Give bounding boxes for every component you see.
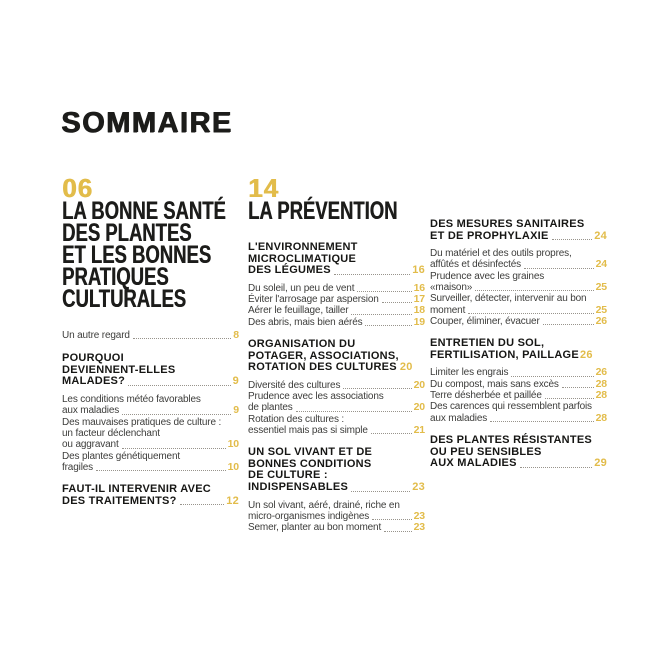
page-title: SOMMAIRE — [61, 107, 233, 139]
toc-entry — [430, 401, 607, 424]
section-items — [248, 283, 425, 328]
dot-leader — [365, 325, 411, 326]
entry-text: Des plantes génétiquement — [62, 450, 180, 462]
page-number: 28 — [595, 389, 607, 402]
heading-line: OU PEU SENSIBLES — [430, 445, 542, 458]
toc-entry — [248, 414, 425, 437]
dot-leader — [562, 387, 594, 388]
entry-text: Semer, planter au bon moment — [248, 522, 382, 534]
toc-entry — [62, 451, 239, 474]
toc-section — [430, 338, 607, 424]
page-number: 28 — [595, 377, 607, 390]
heading-line: ENTRETIEN DU SOL, — [430, 337, 545, 350]
page-number: 20 — [413, 378, 425, 391]
entry-text: Prudence avec les graines — [430, 270, 545, 282]
entry-text: essentiel mais pas si simple — [248, 424, 368, 436]
toc-entry — [430, 379, 607, 390]
heading-line: MICROCLIMATIQUE — [248, 252, 357, 265]
toc-entry — [62, 394, 239, 417]
heading-line: AUX MALADIES — [430, 457, 517, 470]
chapter-number: 06 — [62, 173, 93, 203]
dot-leader — [343, 388, 411, 389]
toc-section — [62, 484, 239, 507]
entry-text: aux maladies — [430, 412, 488, 424]
page-number: 29 — [594, 457, 607, 470]
section-items — [430, 248, 607, 327]
page-number: 26 — [595, 366, 607, 379]
page-number: 20 — [399, 361, 413, 374]
toc-entry — [430, 293, 607, 316]
chapter-title-line: DES PLANTES — [62, 219, 192, 247]
entry-text: Des mauvaises pratiques de culture : — [62, 416, 222, 428]
dot-leader — [545, 398, 594, 399]
entry-text: Limiter les engrais — [430, 367, 509, 379]
page-number: 9 — [233, 404, 239, 417]
heading-line: DEVIENNENT-ELLES — [62, 363, 176, 376]
entry-text: Éviter l'arrosage par aspersion — [248, 294, 379, 306]
section-items — [248, 380, 425, 436]
page-number: 21 — [413, 423, 425, 436]
toc-section — [430, 219, 607, 327]
dot-leader — [371, 433, 412, 434]
toc-entry — [248, 380, 425, 391]
chapter-title-line: ET LES BONNES — [62, 241, 212, 269]
entry-text: Aérer le feuillage, tailler — [248, 305, 349, 317]
toc-entry — [248, 294, 425, 305]
dot-leader — [511, 376, 593, 377]
toc-entry — [62, 417, 239, 451]
heading-line: POTAGER, ASSOCIATIONS, — [248, 349, 399, 362]
page-number: 25 — [595, 281, 607, 294]
toc-section — [62, 353, 239, 473]
entry-text: de plantes — [248, 402, 293, 414]
heading-line: ORGANISATION DU — [248, 337, 356, 350]
heading-line: DES PLANTES RÉSISTANTES — [430, 433, 593, 446]
toc-section — [248, 447, 425, 533]
heading-line: DE CULTURE : — [248, 469, 328, 482]
page-number: 25 — [595, 303, 607, 316]
dot-leader — [475, 290, 593, 291]
toc-entry — [430, 316, 607, 327]
dot-leader — [180, 504, 225, 505]
chapter-title-line: LA PRÉVENTION — [248, 197, 398, 225]
toc-entry — [62, 330, 239, 341]
page-number: 26 — [579, 348, 593, 361]
entry-text: micro-organismes indigènes — [248, 510, 370, 522]
toc-entry — [248, 283, 425, 294]
entry-text: Du compost, mais sans excès — [430, 378, 559, 390]
dot-leader — [334, 274, 410, 275]
toc-entry — [248, 391, 425, 414]
entry-text: ou aggravant — [62, 439, 119, 451]
dot-leader — [357, 291, 411, 292]
entry-text: Un autre regard — [62, 330, 130, 341]
chapter-title — [248, 197, 426, 225]
heading-line: MALADES? — [62, 375, 126, 388]
page-number: 8 — [233, 329, 239, 341]
page-number: 10 — [227, 460, 239, 473]
entry-text: moment — [430, 304, 466, 316]
page-number: 9 — [232, 375, 239, 388]
section-items — [248, 500, 425, 534]
dot-leader — [351, 314, 411, 315]
dot-leader — [96, 470, 226, 471]
page-number: 20 — [413, 401, 425, 414]
chapter-title — [62, 197, 240, 313]
entry-text: Des abris, mais bien aérés — [248, 316, 363, 328]
heading-line: FERTILISATION, PAILLAGE — [430, 348, 579, 361]
entry-text: Prudence avec les associations — [248, 391, 384, 403]
dot-leader — [133, 338, 232, 339]
dot-leader — [543, 324, 594, 325]
toc-section — [248, 242, 425, 328]
entry-text: Rotation des cultures : — [248, 413, 345, 425]
section-heading — [62, 353, 239, 388]
entry-text: Les conditions météo favorables — [62, 394, 201, 406]
entry-text: Surveiller, détecter, intervenir au bon — [430, 293, 587, 305]
toc-column-1 — [62, 173, 239, 507]
toc-entry — [248, 522, 425, 533]
entry-text: Du matériel et des outils propres, — [430, 248, 572, 260]
dot-leader — [524, 268, 594, 269]
entry-text: «maison» — [430, 282, 473, 294]
toc-entry — [430, 271, 607, 294]
heading-line: L'ENVIRONNEMENT — [248, 241, 358, 253]
chapter-number: 14 — [248, 173, 279, 203]
heading-line: ROTATION DES CULTURES — [248, 361, 397, 374]
dot-leader — [122, 448, 226, 449]
entry-text: Diversité des cultures — [248, 379, 341, 391]
page-number: 10 — [227, 438, 239, 451]
entry-text: aux maladies — [62, 405, 120, 417]
section-heading — [248, 339, 425, 374]
section-heading — [430, 338, 607, 361]
chapter-title-line: LA BONNE SANTÉ — [62, 197, 226, 225]
dot-leader — [372, 519, 411, 520]
dot-leader — [520, 467, 593, 468]
page-number: 26 — [595, 314, 607, 327]
chapter-title-line: PRATIQUES — [62, 263, 169, 291]
toc-entry — [430, 390, 607, 401]
section-items — [430, 367, 607, 423]
heading-line: DES MESURES SANITAIRES — [430, 218, 585, 230]
page-number: 12 — [226, 494, 239, 507]
page-number: 23 — [413, 509, 425, 522]
section-heading — [430, 435, 607, 470]
page-number: 19 — [413, 315, 425, 328]
dot-leader — [122, 414, 231, 415]
dot-leader — [351, 491, 410, 492]
toc-entry — [430, 367, 607, 378]
toc-column-3 — [430, 219, 607, 470]
section-heading — [248, 447, 425, 493]
page-number: 16 — [413, 281, 425, 294]
page-number: 17 — [413, 293, 425, 306]
dot-leader — [296, 411, 412, 412]
section-items — [62, 394, 239, 473]
entry-text: Terre désherbée et paillée — [430, 390, 542, 402]
heading-line: UN SOL VIVANT ET DE — [248, 446, 373, 459]
toc-column-2 — [248, 173, 425, 534]
entry-text: affûtés et désinfectés — [430, 259, 522, 271]
section-heading — [62, 484, 239, 507]
heading-line: INDISPENSABLES — [248, 481, 349, 494]
entry-text: Couper, éliminer, évacuer — [430, 315, 540, 327]
section-heading — [430, 219, 607, 242]
entry-text: Des carences qui ressemblent parfois — [430, 401, 592, 413]
page-number: 24 — [595, 258, 607, 271]
heading-line: DES TRAITEMENTS? — [62, 494, 177, 507]
heading-line: BONNES CONDITIONS — [248, 457, 372, 470]
toc-entry — [430, 248, 607, 271]
dot-leader — [382, 302, 412, 303]
heading-line: DES LÉGUMES — [248, 264, 331, 277]
dot-leader — [384, 531, 412, 532]
entry-text: un facteur déclenchant — [62, 427, 160, 439]
entry-text: Du soleil, un peu de vent — [248, 282, 355, 294]
entry-text: fragiles — [62, 461, 94, 473]
toc-section — [430, 435, 607, 470]
toc-section — [248, 339, 425, 436]
section-heading — [248, 242, 425, 277]
heading-line: POURQUOI — [62, 352, 124, 365]
chapter-title-line: CULTURALES — [62, 285, 187, 313]
page-number: 18 — [413, 304, 425, 317]
heading-line: FAUT-IL INTERVENIR AVEC — [62, 483, 211, 496]
heading-line: ET DE PROPHYLAXIE — [430, 229, 549, 242]
toc-entry — [248, 500, 425, 523]
dot-leader — [552, 239, 593, 240]
page-number: 23 — [412, 481, 425, 494]
toc-entry — [248, 305, 425, 316]
dot-leader — [468, 313, 593, 314]
dot-leader — [128, 385, 231, 386]
page-number: 16 — [412, 264, 425, 277]
page-number: 24 — [594, 229, 607, 242]
dot-leader — [490, 421, 593, 422]
entry-text: Un sol vivant, aéré, drainé, riche en — [248, 499, 400, 511]
toc-entry — [248, 317, 425, 328]
page-number: 23 — [413, 521, 425, 534]
page-number: 28 — [595, 411, 607, 424]
